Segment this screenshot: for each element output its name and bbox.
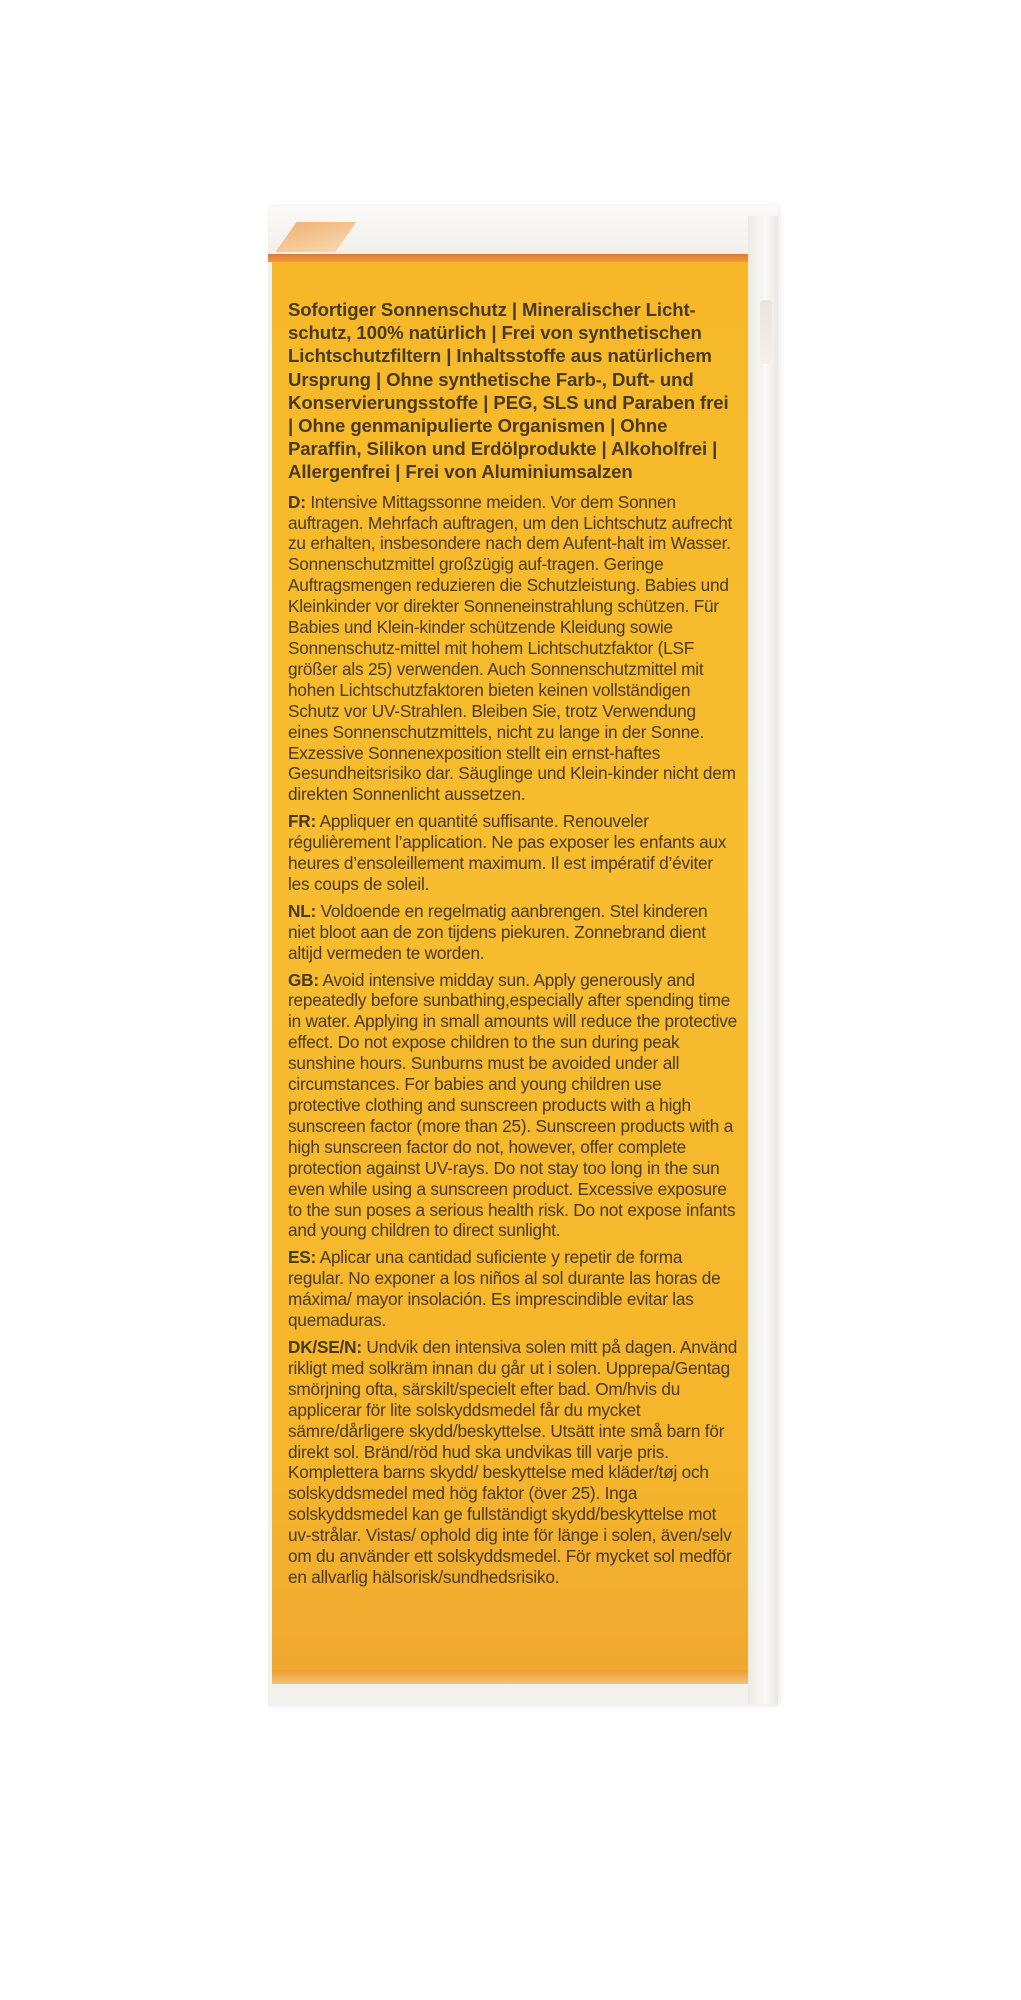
language-code: DK/SE/N:: [288, 1336, 362, 1357]
instructions-text: Aplicar una cantidad suficiente y repetir de forma regular. No exponer a los niños al sol durante las horas de máxima/ mayor insolación. Es imprescindible evitar las quemaduras.: [288, 1247, 721, 1331]
box-side-edge: [748, 216, 778, 1704]
instructions-dk-se-n: [288, 1337, 738, 1588]
language-code: D:: [288, 491, 306, 512]
orange-top-stripe: [268, 254, 748, 262]
panel-bottom-edge: [272, 1670, 748, 1684]
product-claims: Sofortiger Sonnenschutz | Mineralischer Licht-schutz, 100% natürlich | Frei von synthetischen Lichtschutzfiltern | Inhaltsstoffe aus natürlichem Ursprung | Ohne synthetische Farb-, Duft- und Konservierungsstoffe | PEG, SLS und Paraben frei | Ohne genmanipulierte Organismen | Ohne Paraffin, Silikon und Erdölprodukte | Alkoholfrei | Allergenfrei | Frei von Aluminiumsalzen: [288, 299, 729, 483]
instructions-nl: [288, 901, 738, 964]
instructions-text: Undvik den intensiva solen mitt på dagen. Använd rikligt med solkräm innan du går ut i solen. Upprepa/Gentag smörjning ofta, särskilt/specielt efter bad. Om/hvis du applicerar för lite solskyddsmedel får du mycket sämre/dårligere skydd/beskyttelse. Utsätt inte små barn för direkt sol. Bränd/röd hud ska undvikas till varje pris. Komplettera barns skydd/ beskyttelse med kläder/tøj och solskyddsmedel med hög faktor (över 25). Inga solskyddsmedel kan ge fullständigt skydd/beskyttelse mot uv-strålar. Vistas/ ophold dig inte för länge i solen, även/selv om du använder ett solskyddsmedel. För mycket sol medför en allvarlig hälsorisk/sundhedsrisiko.: [288, 1336, 738, 1587]
yellow-info-panel: [272, 262, 748, 1678]
instructions-gb: [288, 970, 738, 1242]
language-code: FR:: [288, 811, 317, 832]
box-side-mark: [760, 300, 772, 364]
instructions-text: Intensive Mittagssonne meiden. Vor dem Sonnen auftragen. Mehrfach auftragen, um den Lichtschutz aufrecht zu erhalten, insbesondere nach dem Aufent-halt im Wasser. Sonnenschutzmittel großzügig auf-tragen. Geringe Auftragsmengen reduzieren die Schutzleistung. Babies und Kleinkinder vor direkter Sonneneinstrahlung schützen. Für Babies und Klein-kinder schützende Kleidung sowie Sonnenschutz-mittel mit hohem Lichtschutzfaktor (LSF größer als 25) verwenden. Auch Sonnenschutzmittel mit hohen Lichtschutzfaktoren bieten keinen vollständigen Schutz vor UV-Strahlen. Bleiben Sie, trotz Verwendung eines Sonnenschutzmittels, nicht zu lange in der Sonne. Exzessive Sonnenexposition stellt ein ernst-haftes Gesundheitsrisiko dar. Säuglinge und Klein-kinder nicht dem direkten Sonnenlicht aussetzen.: [288, 491, 736, 805]
instructions-text: Appliquer en quantité suffisante. Renouveler régulièrement l’application. Ne pas exposer les enfants aux heures d’ensoleillement maximum. Il est impératif d’éviter les coups de soleil.: [288, 811, 727, 894]
language-code: ES:: [288, 1247, 317, 1268]
instructions-text: Avoid intensive midday sun. Apply generously and repeatedly before sunbathing,especially after spending time in water. Applying in small amounts will reduce the protective effect. Do not expose children to the sun during peak sunshine hours. Sunburns must be avoided under all circumstances. For babies and young children use protective clothing and sunscreen products with a high sunscreen factor (more than 25). Sunscreen products with a high sunscreen factor do not, however, offer complete protection against UV-rays. Do not stay too long in the sun even while using a sunscreen product. Excessive exposure to the sun poses a serious health risk. Do not expose infants and young children to direct sunlight.: [288, 969, 738, 1241]
instructions-de: [288, 492, 738, 806]
instructions-fr: [288, 811, 738, 895]
language-code: GB:: [288, 969, 319, 990]
language-code: NL:: [288, 900, 317, 921]
instructions-text: Voldoende en regelmatig aanbrengen. Stel kinderen niet bloot aan de zon tijdens piekuren. Zonnebrand dient altijd vermeden te worden.: [288, 900, 708, 963]
instructions-es: [288, 1247, 738, 1331]
